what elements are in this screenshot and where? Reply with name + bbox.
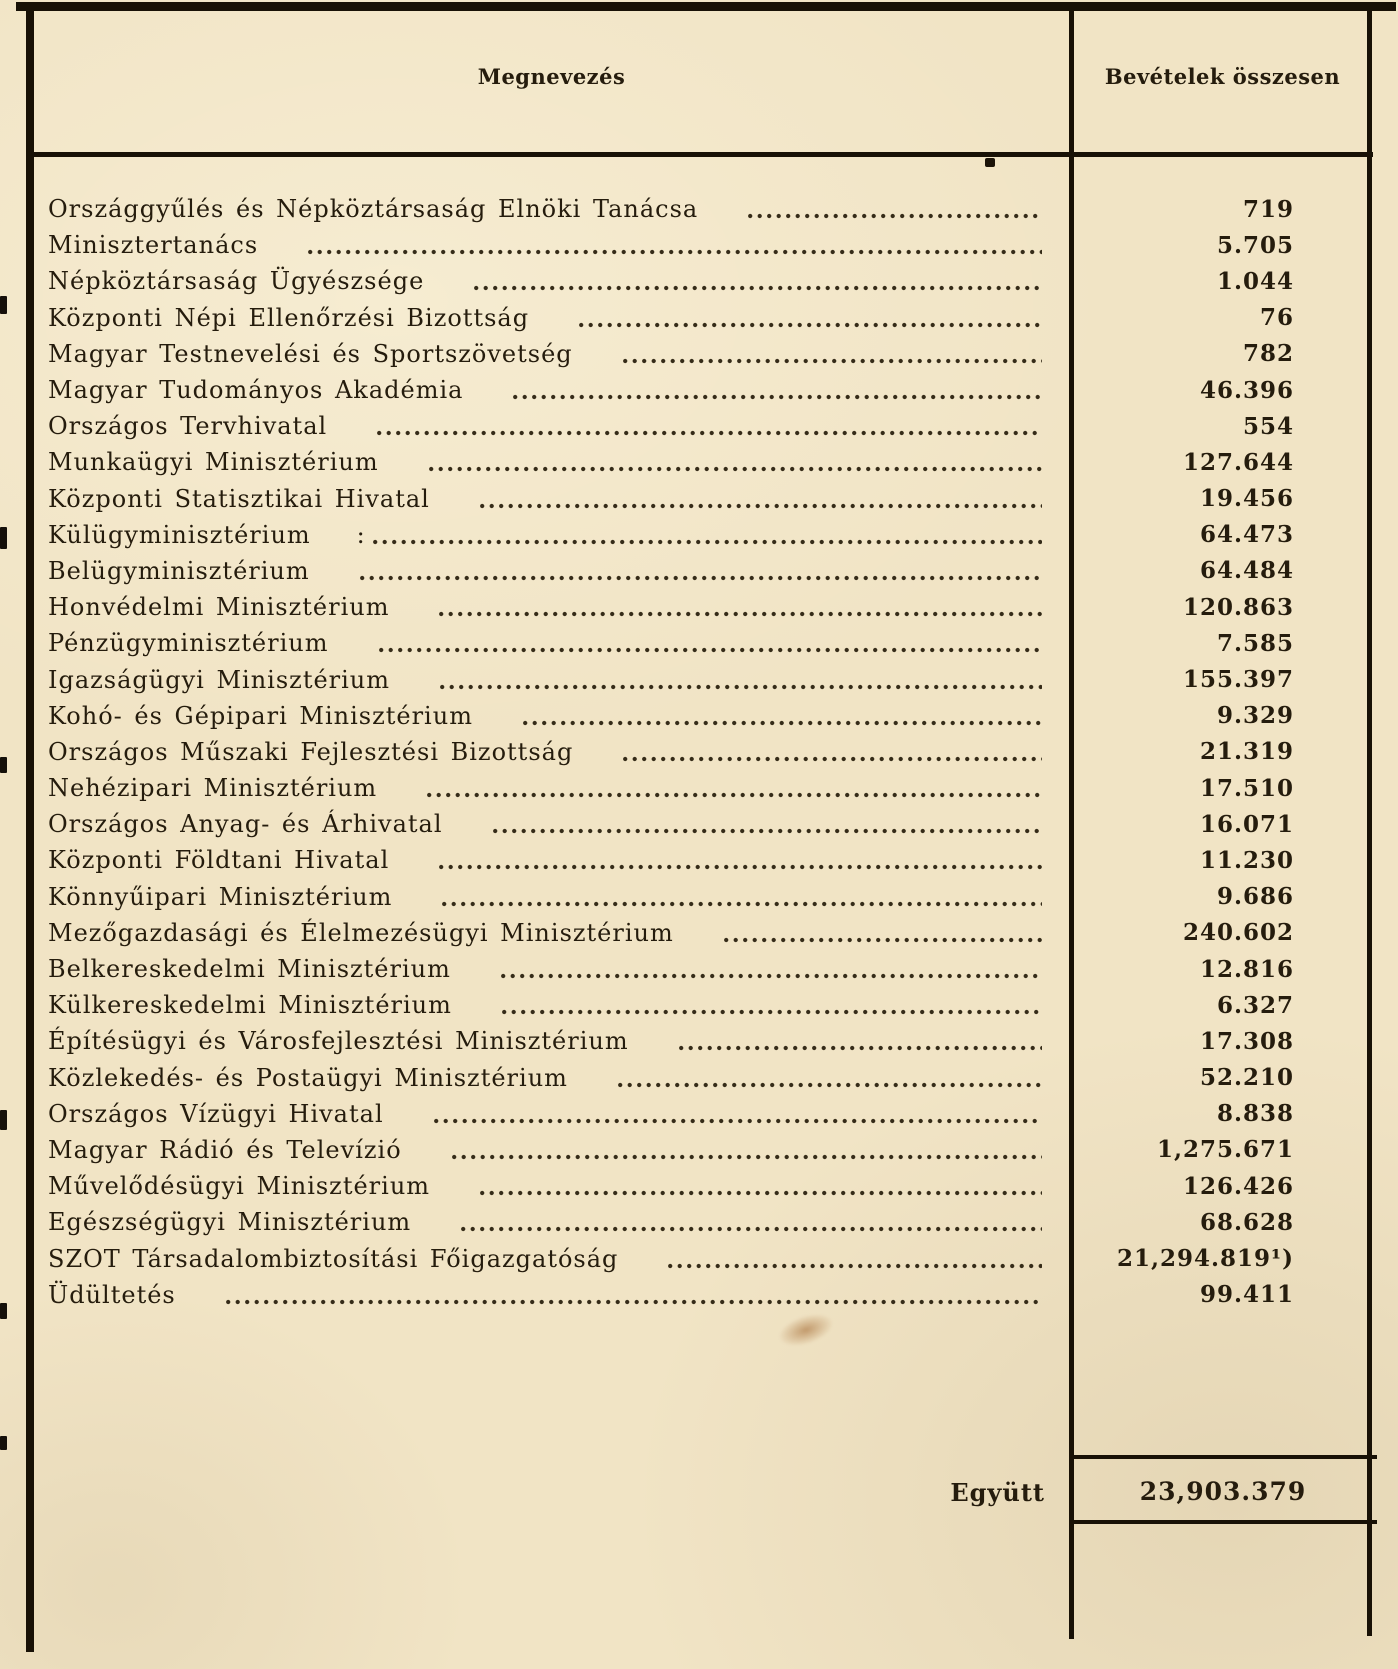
table-row (0, 1096, 1398, 1132)
leader-dots (429, 466, 1042, 472)
row-label: Országos Anyag- és Árhivatal (48, 810, 443, 839)
row-value: 5.705 (1216, 231, 1294, 259)
table-row (0, 879, 1398, 915)
total-top-rule (1069, 1455, 1377, 1459)
paper-stain (775, 1308, 837, 1352)
total-bottom-rule (1069, 1520, 1377, 1524)
scan-edge-artifact (0, 527, 7, 549)
row-label: Országgyűlés és Népköztársaság Elnöki Tanácsa (48, 195, 699, 224)
table-rows (0, 191, 1398, 1313)
total-value: 23,903.379 (1139, 1477, 1307, 1506)
row-label: Országos Tervhivatal (48, 412, 328, 441)
row-label: Kohó- és Gépipari Minisztérium (48, 701, 473, 730)
table-row (0, 1060, 1398, 1096)
leader-dots (623, 756, 1042, 762)
table-row (0, 589, 1398, 625)
leader-dots (724, 937, 1042, 943)
row-value: 554 (1242, 412, 1294, 440)
row-value: 64.484 (1199, 557, 1294, 585)
table-row (0, 661, 1398, 697)
row-value: 11.230 (1199, 846, 1294, 874)
leader-dots (439, 611, 1042, 617)
table-row (0, 987, 1398, 1023)
row-value: 17.308 (1199, 1027, 1294, 1055)
leader-dots (579, 322, 1042, 328)
leader-dots (748, 213, 1042, 219)
row-value: 21.319 (1199, 738, 1294, 766)
table-row (0, 625, 1398, 661)
column-header-megnevezes: Megnevezés (477, 64, 626, 89)
row-value: 19.456 (1199, 485, 1294, 513)
row-value: 68.628 (1199, 1208, 1294, 1236)
row-label: Magyar Testnevelési és Sportszövetség (48, 339, 573, 368)
row-label: Egészségügyi Minisztérium (48, 1208, 412, 1237)
row-value: 1.044 (1216, 267, 1294, 295)
row-value: 21,294.819¹) (1117, 1245, 1294, 1273)
scan-edge-artifact (0, 1303, 7, 1319)
row-value: 127.644 (1182, 448, 1294, 476)
row-label: Külügyminisztérium (48, 520, 311, 549)
row-value: 76 (1259, 304, 1294, 332)
leader-dots (379, 647, 1043, 653)
leader-dots (493, 828, 1042, 834)
table-row (0, 517, 1398, 553)
row-value: 7.585 (1216, 629, 1294, 657)
leader-dots (442, 901, 1042, 907)
table-row (0, 444, 1398, 480)
leader-dots (474, 285, 1042, 291)
row-value: 6.327 (1216, 991, 1294, 1019)
row-label: Közlekedés- és Postaügyi Minisztérium (48, 1063, 568, 1092)
leader-dots (480, 503, 1042, 509)
leader-dots (668, 1263, 1042, 1269)
leader-dots (360, 575, 1042, 581)
table-row (0, 1277, 1398, 1313)
row-label: Honvédelmi Minisztérium (48, 593, 390, 622)
table-row (0, 300, 1398, 336)
row-label: Igazságügyi Minisztérium (48, 665, 391, 694)
leader-dots (439, 864, 1042, 870)
row-value: 52.210 (1199, 1064, 1294, 1092)
row-label: Központi Statisztikai Hivatal (48, 484, 430, 513)
row-label: Munkaügyi Minisztérium (48, 448, 379, 477)
row-label: Magyar Tudományos Akadémia (48, 376, 464, 405)
row-label: Művelődésügyi Minisztérium (48, 1172, 431, 1201)
leader-dots (434, 1118, 1042, 1124)
row-value: 8.838 (1216, 1100, 1294, 1128)
scan-edge-artifact (0, 1110, 7, 1130)
table-row (0, 1132, 1398, 1168)
column-header-bevetelek-osszesen: Bevételek összesen (1104, 64, 1341, 89)
row-leader-prefix: : (356, 520, 365, 549)
leader-dots (427, 792, 1042, 798)
table-row (0, 408, 1398, 444)
leader-dots (461, 1226, 1042, 1232)
row-value: 17.510 (1199, 774, 1294, 802)
row-label: Pénzügyminisztérium (48, 629, 329, 658)
leader-dots (440, 684, 1042, 690)
scan-edge-artifact (0, 296, 7, 314)
row-label: Országos Vízügyi Hivatal (48, 1099, 384, 1128)
table-row (0, 1168, 1398, 1204)
row-label: Központi Népi Ellenőrzési Bizottság (48, 303, 530, 332)
row-label: Könnyűipari Minisztérium (48, 882, 393, 911)
row-label: Építésügyi és Városfejlesztési Minisztérium (48, 1027, 629, 1056)
table-row (0, 1023, 1398, 1059)
row-label: Népköztársaság Ügyészsége (48, 267, 425, 296)
table-row (0, 770, 1398, 806)
leader-dots (623, 358, 1042, 364)
scan-edge-artifact (0, 757, 7, 773)
table-row (0, 915, 1398, 951)
total-label: Együtt (950, 1478, 1045, 1507)
leader-dots (618, 1082, 1042, 1088)
row-value: 120.863 (1182, 593, 1294, 621)
row-label: Országos Műszaki Fejlesztési Bizottság (48, 737, 574, 766)
table-row (0, 1204, 1398, 1240)
row-value: 782 (1242, 340, 1294, 368)
leader-dots (377, 430, 1042, 436)
row-value: 9.329 (1216, 702, 1294, 730)
table-row (0, 336, 1398, 372)
row-label: SZOT Társadalombiztosítási Főigazgatóság (48, 1244, 619, 1273)
row-value: 64.473 (1199, 521, 1294, 549)
leader-dots (523, 720, 1042, 726)
table-row (0, 1240, 1398, 1276)
leader-dots (308, 249, 1042, 255)
row-label: Mezőgazdasági és Élelmezésügyi Minisztérium (48, 918, 674, 947)
table-top-border (16, 2, 1396, 11)
table-row (0, 372, 1398, 408)
header-separator-rule (26, 152, 1373, 157)
leader-dots (679, 1045, 1042, 1051)
table-row (0, 734, 1398, 770)
table-row (0, 553, 1398, 589)
leader-dots (452, 1154, 1042, 1160)
leader-dots (502, 1009, 1042, 1015)
table-row (0, 806, 1398, 842)
row-label: Magyar Rádió és Televízió (48, 1135, 402, 1164)
row-label: Minisztertanács (48, 231, 259, 260)
row-label: Üdültetés (48, 1280, 176, 1309)
table-row (0, 698, 1398, 734)
row-label: Belkereskedelmi Minisztérium (48, 955, 451, 984)
ink-speck (985, 158, 995, 167)
row-value: 126.426 (1182, 1172, 1294, 1200)
row-value: 46.396 (1199, 376, 1294, 404)
leader-dots (226, 1299, 1042, 1305)
row-value: 155.397 (1182, 666, 1294, 694)
row-value: 719 (1242, 195, 1294, 223)
row-value: 240.602 (1182, 919, 1294, 947)
scan-edge-artifact (0, 1436, 7, 1450)
table-row (0, 227, 1398, 263)
leader-dots (513, 394, 1042, 400)
leader-dots (373, 539, 1042, 545)
row-label: Központi Földtani Hivatal (48, 846, 390, 875)
table-row (0, 263, 1398, 299)
row-label: Nehézipari Minisztérium (48, 774, 378, 803)
table-row (0, 842, 1398, 878)
row-label: Belügyminisztérium (48, 556, 310, 585)
table-row (0, 951, 1398, 987)
leader-dots (501, 973, 1042, 979)
row-value: 16.071 (1199, 810, 1294, 838)
row-label: Külkereskedelmi Minisztérium (48, 991, 452, 1020)
table-row (0, 481, 1398, 517)
row-value: 99.411 (1199, 1281, 1294, 1309)
row-value: 1,275.671 (1156, 1136, 1294, 1164)
row-value: 9.686 (1216, 883, 1294, 911)
leader-dots (480, 1190, 1042, 1196)
row-value: 12.816 (1199, 955, 1294, 983)
table-row (0, 191, 1398, 227)
